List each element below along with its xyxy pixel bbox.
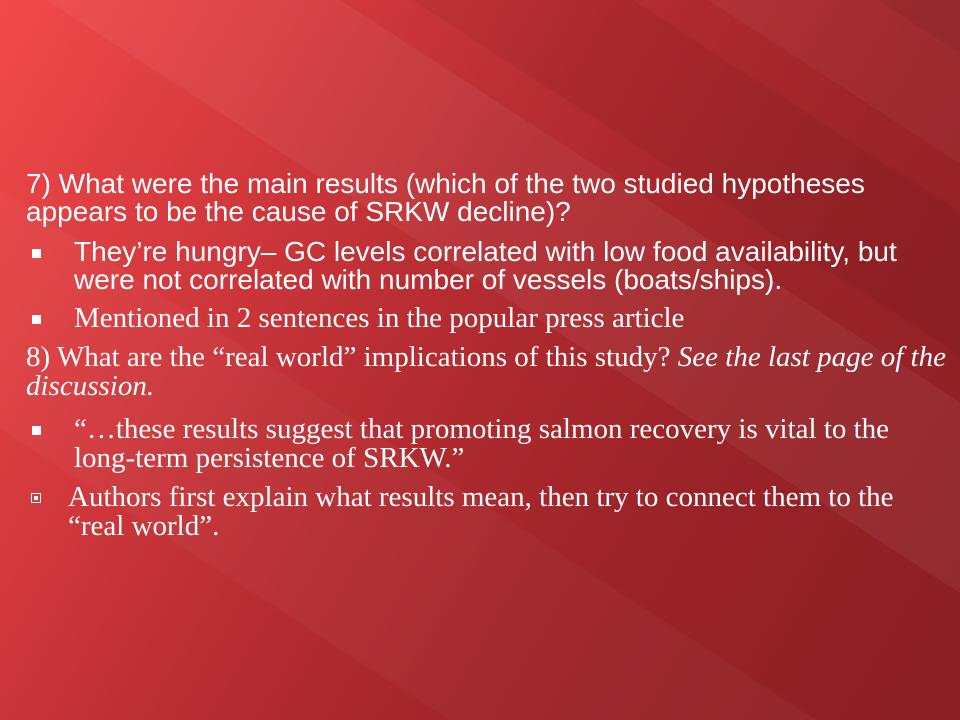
question-8-italic: See the last page of the discussion. — [26, 341, 946, 402]
answer-8-note: Authors first explain what results mean, then try to connect them to the “real world”. — [68, 481, 894, 542]
boxed-square-icon — [31, 493, 41, 503]
slide-content — [26, 170, 952, 551]
filled-square-icon — [32, 426, 41, 435]
bullet-item — [26, 304, 952, 333]
bullet-item — [26, 415, 952, 473]
answer-7-point-2: Mentioned in 2 sentences in the popular press article — [74, 302, 685, 334]
bullet-item — [26, 238, 952, 294]
filled-square-icon — [32, 249, 41, 258]
question-7: 7) What were the main results (which of the two studied hypotheses appears to be the cause of SRKW decline)? — [26, 168, 865, 227]
answer-8-quote: “…these results suggest that promoting salmon recovery is vital to the long-term persistence of SRKW.” — [74, 413, 890, 474]
sub-bullet-item — [26, 483, 952, 541]
filled-square-icon — [32, 315, 41, 324]
question-8-text: 8) What are the “real world” implications of this study? — [26, 341, 671, 373]
question-8 — [26, 343, 952, 401]
answer-7-point-1: They’re hungry– GC levels correlated with low food availability, but were not correlated with number of vessels (boats/ships). — [74, 236, 897, 295]
